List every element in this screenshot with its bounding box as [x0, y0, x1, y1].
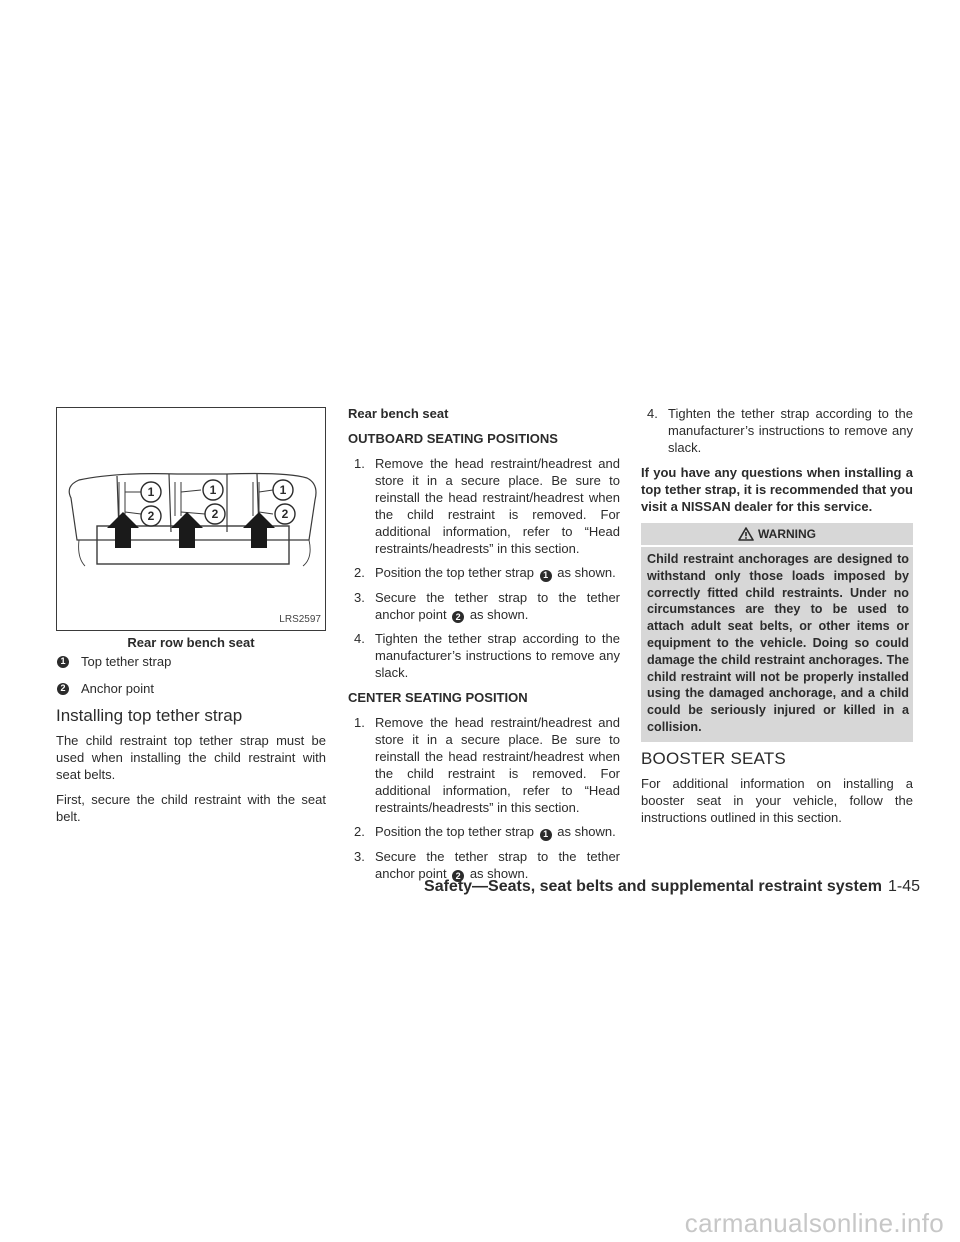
- step: 4. Tighten the tether strap according to the manufacturer’s instructions to remove any slack.: [647, 406, 913, 455]
- outboard-steps-continued: [641, 405, 913, 456]
- dealer-note: If you have any questions when installing a top tether strap, it is recommended that you visit a NISSAN dealer for this service.: [641, 465, 913, 514]
- step: 3. Secure the tether strap to the tether anchor point 2 as shown.: [354, 589, 620, 622]
- step: 4. Tighten the tether strap according to the manufacturer’s instructions to remove any slack.: [354, 631, 620, 680]
- arrow-right-icon: [243, 512, 275, 548]
- legend-item-top-tether: [56, 653, 326, 670]
- paragraph: For additional information on installing a booster seat in your vehicle, follow the instructions outlined in this section.: [641, 775, 913, 825]
- callout-1-left: 1: [147, 485, 155, 499]
- number-1-icon: 1: [540, 570, 552, 582]
- outboard-steps: [348, 455, 620, 681]
- subsection-title: Rear bench seat: [348, 406, 449, 421]
- callout-2-right: 2: [281, 507, 289, 521]
- callout-2-center: 2: [211, 507, 219, 521]
- warning-header: [641, 523, 913, 547]
- arrow-center-icon: [171, 512, 203, 548]
- page-number: 1-45: [887, 878, 920, 895]
- legend-item-anchor-point: [56, 680, 326, 697]
- warning-icon: [738, 527, 754, 541]
- section-heading: Installing top tether strap: [56, 706, 243, 725]
- paragraph: The child restraint top tether strap must be used when installing the child restraint with seat belts.: [56, 733, 326, 782]
- section-heading: BOOSTER SEATS: [641, 748, 786, 768]
- rear-bench-seat-illustration: [57, 408, 325, 630]
- page-footer: [420, 878, 920, 896]
- center-heading: CENTER SEATING POSITION: [348, 690, 528, 705]
- figure-code: LRS2597: [279, 614, 321, 625]
- right-column: [641, 405, 913, 834]
- legend-label: Top tether strap: [81, 654, 172, 669]
- number-2-icon: 2: [452, 870, 464, 882]
- number-1-icon: 1: [540, 829, 552, 841]
- left-column: [56, 405, 326, 833]
- outboard-heading: OUTBOARD SEATING POSITIONS: [348, 431, 558, 446]
- figure-caption: Rear row bench seat: [127, 635, 255, 650]
- step: 3. Secure the tether strap to the tether anchor point 2 as shown.: [354, 848, 620, 881]
- callout-2-left: 2: [147, 509, 155, 523]
- center-steps: [348, 714, 620, 882]
- callout-1-center: 1: [209, 483, 217, 497]
- middle-column: [348, 405, 620, 890]
- number-1-icon: 1: [57, 656, 69, 668]
- paragraph: First, secure the child restraint with the seat belt.: [56, 792, 326, 824]
- arrow-left-icon: [107, 512, 139, 548]
- warning-box: [641, 523, 913, 742]
- number-2-icon: 2: [57, 683, 69, 695]
- watermark: carmanualsonline.info: [684, 1208, 944, 1238]
- step: 2. Position the top tether strap 1 as shown.: [354, 824, 616, 839]
- step: 1. Remove the head restraint/headrest and store it in a secure place. Be sure to reinstall the head restraint/headrest when the child restraint is removed. For additional information, refer to “Head restraints/headrests” in this section.: [354, 715, 620, 815]
- warning-title: WARNING: [758, 526, 816, 541]
- legend-label: Anchor point: [81, 681, 154, 696]
- footer-title: Safety—Seats, seat belts and supplemental restraint system: [424, 878, 882, 895]
- seat-figure: [56, 407, 326, 631]
- number-2-icon: 2: [452, 611, 464, 623]
- warning-text: Child restraint anchorages are designed to withstand only those loads imposed by correctly fitted child restraints. Under no circumstances are they to be used to attach adult seat belts, or other items or equipment to the vehicle. Doing so could damage the child restraint anchorages. The child restraint will not be properly installed using the damaged anchorage, and a child could be seriously injured or killed in a collision.: [647, 552, 909, 734]
- step: 2. Position the top tether strap 1 as shown.: [354, 565, 616, 580]
- callout-1-right: 1: [279, 483, 287, 497]
- step: 1. Remove the head restraint/headrest and store it in a secure place. Be sure to reinstall the head restraint/headrest when the child restraint is removed. For additional information, refer to “Head restraints/headrests” in this section.: [354, 456, 620, 556]
